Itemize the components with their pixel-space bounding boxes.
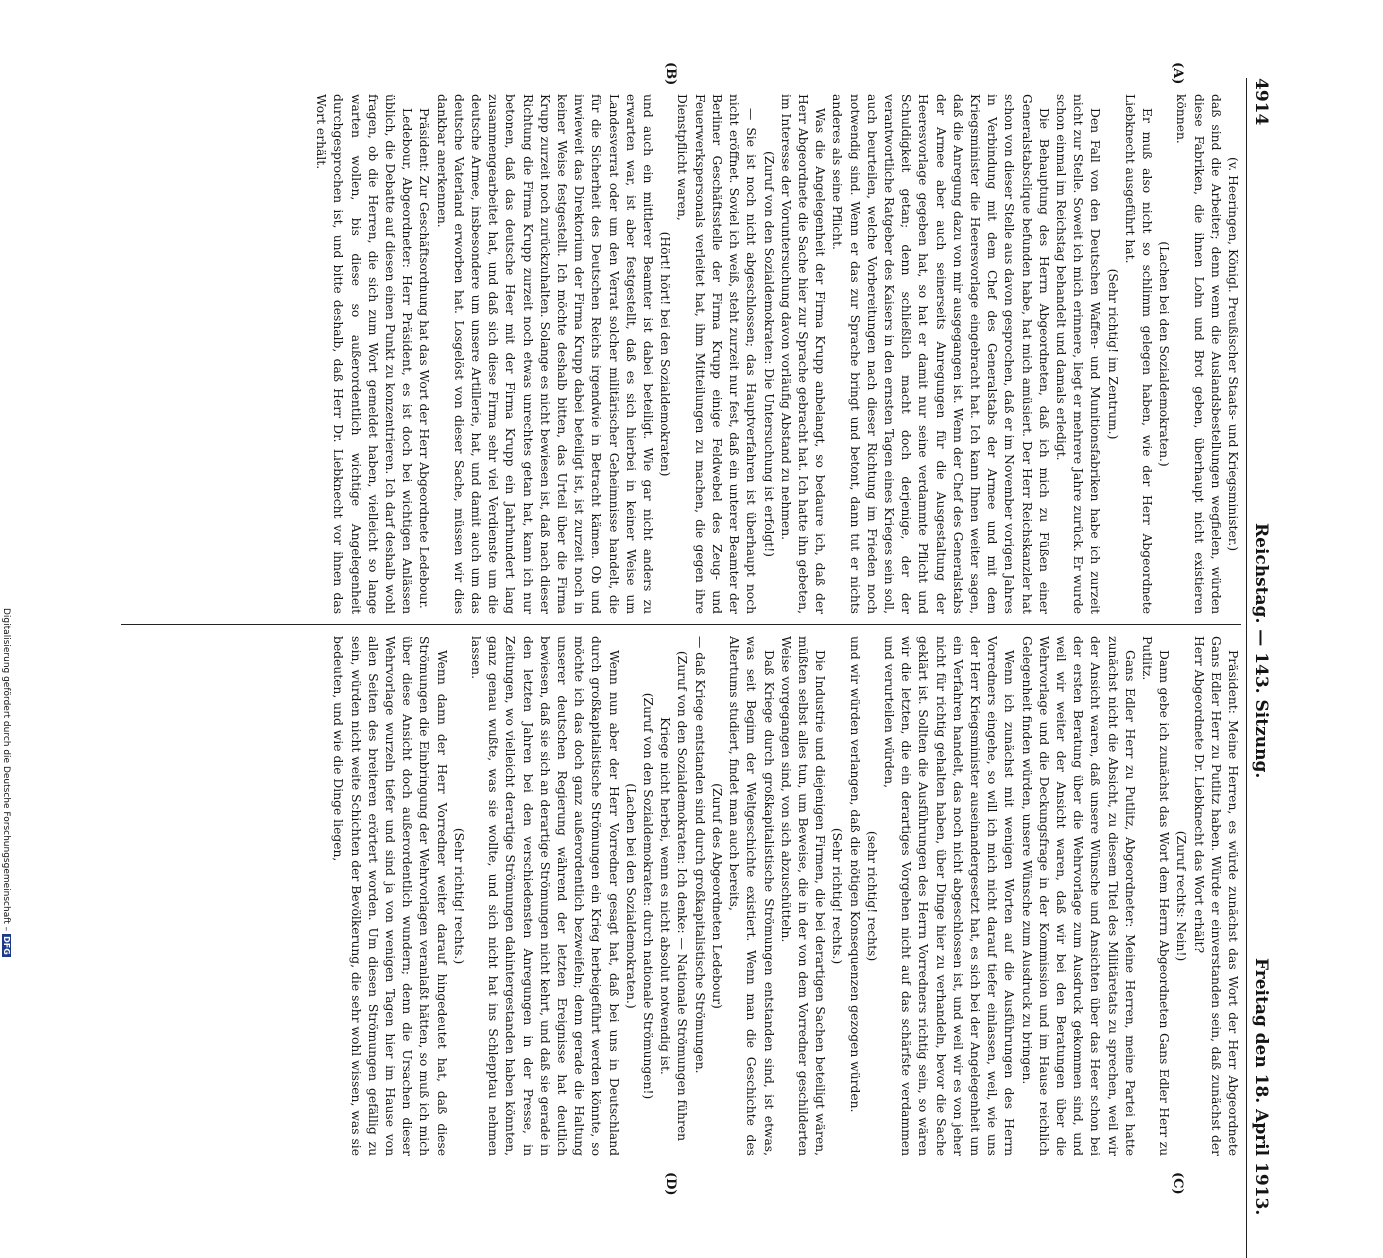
interjection: (Sehr richtig! im Zentrum.) bbox=[1105, 268, 1120, 440]
margin-mark-d: (D) bbox=[663, 1172, 678, 1196]
paragraph: und auch ein mittlerer Beamter ist dabei beteiligt. Wie gar nicht anders zu erwarten war, ist aber festgestellt, daß es sich hierbei in keiner Weise um Landesverrat oder um den Verrat solcher militärischer Geheimnisse handelt, die für die Sicherheit des Deutschen Reichs irgendwie in Betracht kämen. Ob und inwieweit das Direktorium der Firma Krupp dabei beteiligt ist, ist zurzeit noch in keiner Weise festgestellt. Ich möchte deshalb bitten, das Urteil über die Firma Krupp zurzeit noch zurückzuhalten. Solange es nicht bewiesen ist, daß nach dieser Richtung die Firma Krupp zurzeit noch etwas unrechtes getan hat, kann ich nur betonen, daß das deutsche Heer mit der Firma Krupp ein Jahrhundert lang zusammengearbeitet hat, und daß sich diese Firma sehr viel Verdienste um die deutsche Armee, insbesondere um unsere Artillerie, hat, und damit auch um das deutsche Vaterland erworben hat. Losgelöst von dieser Sache, müssen wir dies dankbar anerkennen. bbox=[434, 94, 656, 614]
interjection: (Sehr richtig! rechts.) bbox=[830, 827, 845, 965]
margin-mark-a: (A) bbox=[1170, 62, 1185, 85]
interjection: (Zuruf von den Sozialdemokraten: Die Untersuchung ist erfolgt!) bbox=[761, 151, 776, 557]
interjection: (Lachen bei den Sozialdemokraten.) bbox=[623, 783, 638, 1009]
interjection: (Zuruf rechts: Nein!) bbox=[1174, 830, 1189, 962]
dfg-logo: DFG bbox=[2, 936, 11, 955]
interjection: (Zuruf von den Sozialdemokraten: Ich denke: — Nationale Strömungen führen Kriege nicht herbei, wenn es nicht absolut notwendig ist. bbox=[658, 650, 690, 1142]
paragraph: Die Behauptung des Herrn Abgeordneten, daß ich mich zu Füßen einer Generalstabsclique befunden habe, hat mich amüsiert. Der Herr Reichskanzler hat schon von dieser Stelle aus davon gesprochen, daß er im November vorigen Jahres in Verbindung mit dem Chef des Generalstabs der Armee und mit dem Kriegsminister die Heeresvorlage eingebracht hat. Ich kann Ihnen weiter sagen, daß die Anregung dazu von mir ausgegangen ist. Wenn der Chef des Generalstabs der Armee aber auch seinerseits Anregungen für die Ausgestaltung der Heeresvorlage gegeben hat, so hat er damit nur seine verdammte Pflicht und Schuldigkeit getan; denn schließlich macht doch derjenige, der der verantwortliche Ratgeber des Kaisers in den ernsten Tagen eines Krieges sein soll, auch beurteilen, welche Vorbereitungen nach dieser Richtung im Frieden noch notwendig sind. Wenn er das zur Sprache bringt und betont, dann tut er nichts anderes als seine Pflicht. bbox=[830, 94, 1051, 614]
paragraph: Wenn dann der Herr Vorredner weiter darauf hingedeutet hat, daß diese Strömungen die Einbringung der Wehrvorlagen veranlaßt hätten, so muß ich mich über diese Ansicht doch außerordentlich wundern; denn die Ursachen dieser Wehrvorlage wurzeln tiefer und sind ja von wenigen Tagen hier im Hause von allen Seiten des breiteren erörtert worden. Um diesen Strömungen gefällig zu sein, würden nicht weite Schichten der Bevölkerung, die sehr wohl wissen, was sie bedeuten, und wie die Dinge liegen, bbox=[331, 636, 449, 1156]
paragraph: Ledebour, Abgeordneter: Herr Präsident, es ist doch bei wichtigen Anlässen üblich, die Debatte auf diesen einen Punkt zu konzentrieren. Ich darf deshalb wohl fragen, ob die Herren, die sich zum Wort gemeldet haben, vielleicht so lange warten wollen, bis diese so außerordentlich wichtige Angelegenheit durchgesprochen ist, und bitte deshalb, daß Herr Dr. Liebknecht vor ihnen das Wort erhält. bbox=[314, 94, 415, 614]
interjection: (Sehr richtig! rechts.) bbox=[451, 827, 466, 965]
paragraph: Den Fall von den Deutschen Waffen- und Munitionsfabriken habe ich zurzeit nicht zur Stelle. Soweit ich mich erinnere, liegt er mehrere Jahre zurück. Er wurde schon einmal im Reichstag behandelt und damals erledigt. bbox=[1053, 94, 1103, 614]
right-column bbox=[121, 636, 1241, 1156]
margin-mark-c: (C) bbox=[1170, 1172, 1185, 1195]
session-title: Reichstag. — 143. Sitzung. bbox=[1251, 523, 1271, 779]
paragraph: und wir würden verlangen, daß die nötigen Konsequenzen gezogen würden. bbox=[847, 636, 862, 1113]
paragraph: Die Industrie und diejenigen Firmen, die bei derartigen Sachen beteiligt wären, müßten selbst alles tun, um Beweise, die in der von dem Vorredner geschilderten Weise vorgegangen sind, von sich abzuschütteln. bbox=[778, 636, 828, 1156]
session-date: Freitag den 18. April 1913. bbox=[1251, 958, 1271, 1216]
paragraph: Präsident: Zur Geschäftsordnung hat das Wort der Herr Abgeordnete Ledebour. bbox=[417, 108, 432, 609]
interjection: (Zuruf des Abgeordneten Ledebour) bbox=[709, 783, 724, 1009]
paragraph: Wenn nun aber der Herr Vorredner gesagt hat, daß bei uns in Deutschland durch großkapitalistische Strömungen ein Krieg herbeigeführt werden könnte, so möchte ich das doch ganz außerordentlich bezweifeln; denn gerade die Haltung unserer deutschen Regierung während der letzten Ereignisse hat deutlich bewiesen, daß sie sich an derartige Strömungen nicht kehrt, und daß sie gerade in den letzten Jahren bei den verschiedensten Anregungen in der Presse, in Zeitungen, wo vielleicht derartige Strömungen dahintergestanden haben könnten, ganz genau wußte, was sie wollte, und sich nicht hat ins Schlepptau nehmen lassen. bbox=[469, 636, 621, 1156]
credit-text: Digitalisierung gefördert durch die Deutsche Forschungsgemeinschaft – bbox=[1, 608, 11, 932]
paragraph: Präsident: Meine Herren, es würde zunächst das Wort der Herr Abgeordnete Gans Edler Herr zu Putlitz haben. Würde er einverstanden sein, daß zunächst der Herr Abgeordnete Dr. Liebknecht das Wort erhält? bbox=[1191, 636, 1240, 1156]
column-divider bbox=[121, 624, 1241, 625]
paragraph: Er muß also nicht so schlimm gelegen haben, wie der Herr Abgeordnete Liebknecht ausgeführt hat. bbox=[1122, 94, 1154, 614]
interjection: (sehr richtig! rechts) bbox=[864, 830, 879, 962]
margin-mark-b: (B) bbox=[663, 62, 678, 86]
paragraph: Dann gebe ich zunächst das Wort dem Herrn Abgeordneten Gans Edler Herr zu Putlitz. bbox=[1139, 636, 1172, 1156]
interjection: (Zuruf von den Sozialdemokraten: durch nationale Strömungen!) bbox=[641, 692, 656, 1100]
left-column bbox=[121, 94, 1241, 614]
header-rule bbox=[1246, 78, 1247, 1258]
paragraph: Daß Kriege durch großkapitalistische Strömungen entstanden sind, ist etwas, was seit Beginn der Weltgeschichte existiert. Wenn man die Geschichte des Altertums studiert, findet man auch bereits, bbox=[727, 636, 776, 1156]
paragraph: Was die Angelegenheit der Firma Krupp anbelangt, so bedaure ich, daß der Herr Abgeordnete die Sache hier zur Sprache gebracht hat. Ich hatte ihn gebeten, im Interesse der Voruntersuchung davon vorläufig Abstand zu nehmen. bbox=[778, 94, 828, 614]
interjection: (Lachen bei den Sozialdemokraten.) bbox=[1157, 241, 1172, 467]
paragraph: — Sie ist noch nicht abgeschlossen; das Hauptverfahren ist überhaupt noch nicht eröffnet. Soviel ich weiß, steht zurzeit nur fest, daß ein unterer Beamter der Berliner Geschäftsstelle der Firma Krupp einige Feldwebel des Zeug- und Feuerwerkspersonals verleitet hat, ihm Mitteilungen zu machen, die gegen ihre Dienstpflicht waren, bbox=[675, 94, 759, 614]
paragraph: Wenn ich zunächst mit wenigen Worten auf die Ausführungen des Herrn Vorredners eingehe, so will ich mich nicht darauf tiefer einlassen, weil, wie uns der Herr Kriegsminister auseinandergesetzt hat, es sich bei der Angelegenheit um ein Verfahren handelt, das noch nicht abgeschlossen ist, und weil wir es von jeher nicht für richtig gehalten haben, über Dinge hier zu verhandeln, bevor die Sache geklärt ist. Sollten die Ausführungen des Herrn Vorredners richtig sein, so wären wir die letzten, die ein derartiges Vorgehen nicht auf das schärfste verdammen und verurteilen würden, bbox=[881, 636, 1017, 1156]
speaker-line: (v. Heeringen, Königl. Preußischer Staats- und Kriegsminister.) bbox=[1226, 156, 1240, 552]
digitization-credit bbox=[1, 608, 11, 1008]
page-header bbox=[1245, 78, 1271, 1258]
interjection: (Hört! hört! bei den Sozialdemokraten) bbox=[658, 231, 673, 477]
paragraph: Gans Edler Herr zu Putlitz, Abgeordneter: Meine Herren, meine Partei hatte zunächst nicht die Absicht, zu diesem Titel des Militäretats zu sprechen, weil wir der Ansicht waren, daß unsere Wünsche und Ansichten über das Heer schon bei der ersten Beratung über die Wehrvorlage zum Ausdruck gekommen sind, und weil wir weiter der Ansicht waren, daß wir bei den Beratungen über die Wehrvorlage und die Deckungsfrage in der Kommission und im Hause reichlich Gelegenheit finden würden, unsere Wünsche zum Ausdruck zu bringen. bbox=[1019, 636, 1137, 1156]
page-number: 4914 bbox=[1251, 78, 1271, 126]
paragraph: — daß Kriege entstanden sind durch großkapitalistische Strömungen. bbox=[692, 636, 707, 1074]
paragraph: daß sind die Arbeiter; denn wenn die Auslandsbestellungen wegfielen, würden diese Fabriken, die ihnen Lohn und Brot geben, überhaupt nicht existieren können. bbox=[1174, 94, 1223, 614]
